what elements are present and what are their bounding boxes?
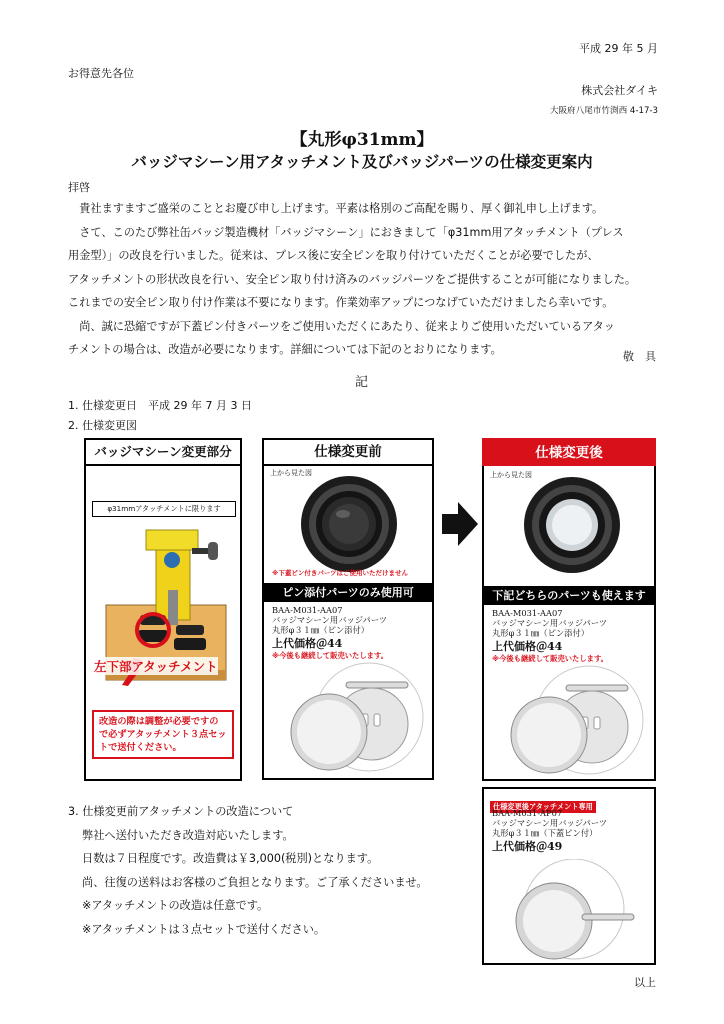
recipient: お得意先各位: [68, 67, 134, 80]
after-product-info: [492, 608, 608, 664]
section-2: 2. 仕様変更図: [68, 419, 137, 432]
product-name: バッジマシーン用バッジパーツ: [492, 818, 608, 828]
product-name: バッジマシーン用バッジパーツ: [492, 618, 608, 628]
before-view-label: 上から見た図: [270, 469, 312, 477]
section-3-heading: 3. 仕様変更前アタッチメントの改造について: [68, 805, 294, 818]
title-line1: 【丸形φ31mm】: [290, 130, 434, 150]
section-3-line: ※アタッチメントは３点セットで送付ください。: [82, 922, 326, 936]
paragraph: アタッチメントの形状改良を行い、安全ピン取り付け済みのバッジパーツをご提供することが可能になりました。: [68, 272, 637, 286]
product-code: BAA-M031-AA07: [492, 608, 563, 618]
product-price: 上代価格＠44: [492, 640, 563, 653]
company-address: 大阪府八尾市竹渕西 4-17-3: [549, 106, 658, 116]
paragraph: これまでの安全ピン取り付け作業は不要になります。作業効率アップにつなげていただけましたら幸いです。: [68, 296, 614, 309]
section-1: 1. 仕様変更日 平成 29 年 7 月 3 日: [68, 399, 252, 412]
machine-note: φ31mmアタッチメントに限ります: [92, 501, 236, 517]
after-panel: [482, 438, 656, 781]
before-photo-note: ※下蓋ピン付きパーツはご使用いただけません: [272, 569, 409, 577]
before-panel: [262, 438, 434, 780]
paragraph: 貴社ますますご盛栄のこととお慶び申し上げます。平素は格別のご高配を賜り、厚く御礼申し上げます。: [68, 202, 604, 215]
paragraph: 用金型）」の改良を行いました。従来は、プレス後に安全ピンを取り付けていただくことが必要でしたが、: [68, 249, 599, 262]
attachment-label: 左下部アタッチメント: [94, 659, 218, 674]
warning-box: 改造の際は調整が必要ですので必ずアタッチメント３点セットで送付ください。: [92, 710, 234, 759]
title-line2: バッジマシーン用アタッチメント及びバッジパーツの仕様変更案内: [131, 152, 593, 171]
letter-date: 平成 29 年 5 月: [579, 42, 658, 55]
section-3-line: 尚、往復の送料はお客様のご負担となります。ご了承くださいませ。: [82, 875, 428, 889]
machine-panel-head: バッジマシーン変更部分: [86, 440, 240, 466]
paragraph: さて、このたび弊社缶バッジ製造機材「バッジマシーン」におきまして「φ31mm用アタッチメント（プレス: [68, 225, 624, 239]
product-note: ※今後も継続して販売いたします。: [492, 654, 608, 663]
product-spec: 丸形φ３１㎜（ピン添付）: [272, 625, 370, 635]
new-part-photo: [494, 859, 644, 963]
product-spec: 丸形φ３１㎜（ピン添付）: [492, 628, 590, 638]
footer-ijo: 以上: [634, 976, 656, 989]
section-3: [68, 800, 468, 941]
section-3-line: ※アタッチメントの改造は任意です。: [82, 899, 269, 912]
product-price: 上代価格＠44: [272, 637, 343, 650]
before-parts-photo: [274, 662, 424, 777]
paragraph: チメントの場合は、改造が必要になります。詳細については下記のとおりになります。: [68, 343, 502, 356]
after-panel-head: 仕様変更後: [482, 438, 656, 466]
before-product-info: [272, 605, 388, 661]
product-code: BAA-M031-AA07: [272, 605, 343, 615]
arrow-right-icon: [442, 502, 478, 546]
machine-panel: [84, 438, 242, 781]
greeting: 拝啓: [68, 181, 90, 194]
new-part-panel: [482, 787, 656, 965]
closing: 敬 具: [623, 350, 656, 363]
before-attachment-photo: [299, 474, 399, 574]
paragraph: 尚、誠に恐縮ですが下蓋ピン付きパーツをご使用いただくにあたり、従来よりご使用いただいているアタッ: [68, 319, 615, 333]
before-bar: ピン添付パーツのみ使用可: [264, 583, 432, 602]
after-view-label: 上から見た図: [490, 471, 532, 479]
before-panel-head: 仕様変更前: [264, 440, 432, 466]
letter-body: [68, 197, 668, 362]
company-name: 株式会社ダイキ: [581, 84, 658, 97]
product-spec: 丸形φ３１㎜（下蓋ピン付）: [492, 828, 598, 838]
product-name: バッジマシーン用バッジパーツ: [272, 615, 388, 625]
after-bar: 下記どちらのパーツも使えます: [484, 586, 654, 605]
section-3-line: 日数は７日程度です。改造費は￥3,000(税別)となります。: [82, 852, 379, 865]
section-3-line: 弊社へ送付いただき改造対応いたします。: [82, 828, 294, 842]
product-price: 上代価格＠49: [492, 840, 563, 853]
product-note: ※今後も継続して販売いたします。: [272, 651, 388, 660]
new-part-tag: 仕様変更後アタッチメント専用: [490, 801, 596, 813]
new-part-info: [492, 808, 607, 854]
product-code: BAA-M031-AP07: [492, 808, 563, 818]
after-parts-photo: [494, 665, 644, 777]
ki-mark: 記: [355, 375, 369, 390]
after-attachment-photo: [522, 475, 622, 575]
